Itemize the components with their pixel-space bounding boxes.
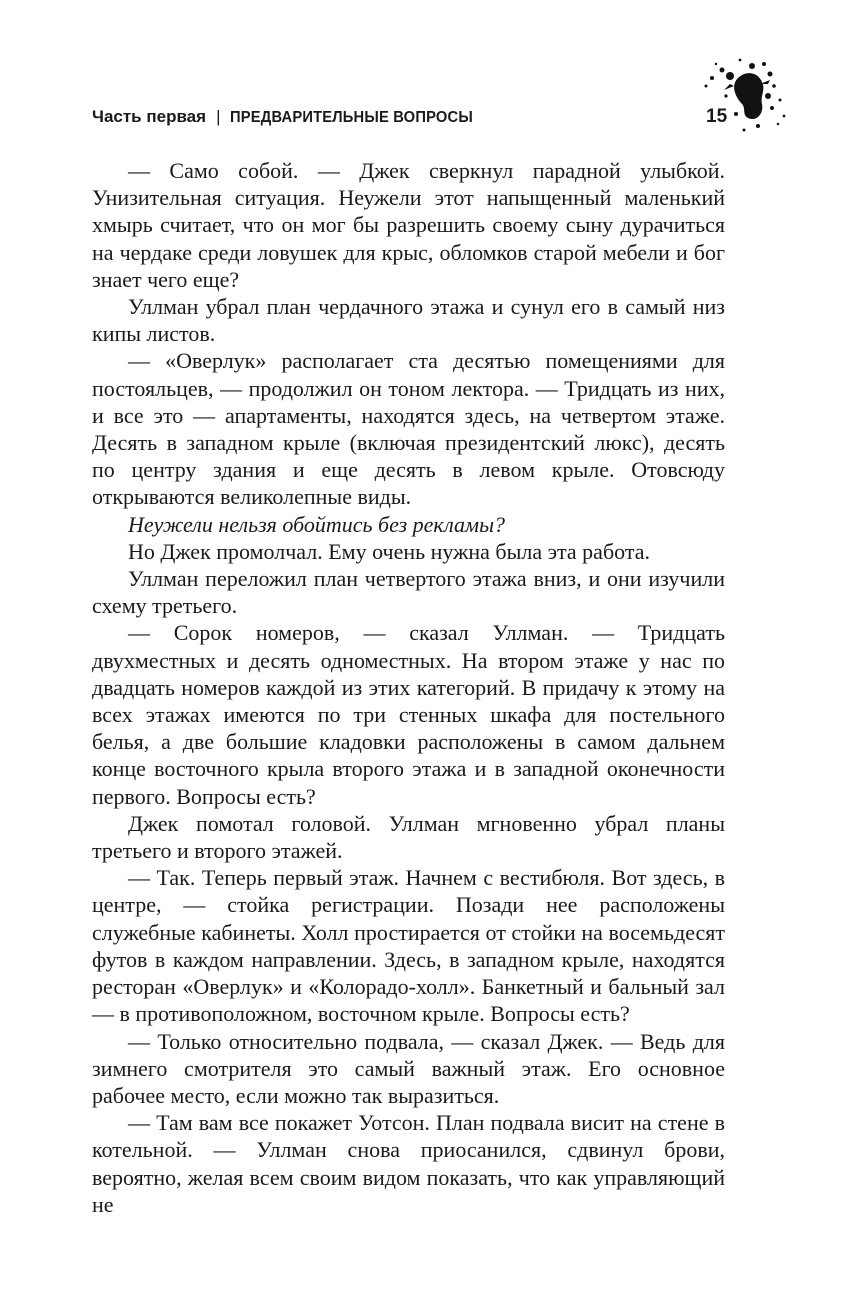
paragraph: Уллман убрал план чердачного этажа и сунул его в самый низ кипы листов. <box>92 294 725 347</box>
section-title: ПРЕДВАРИТЕЛЬНЫЕ ВОПРОСЫ <box>230 109 474 126</box>
header-separator: | <box>216 107 221 126</box>
paragraph: — Так. Теперь первый этаж. Начнем с вестибюля. Вот здесь, в центре, — стойка регистрации. Позади нее расположены служебные кабинеты. Холл простирается от стойки на восемьдесят футов в каждом направлении. Здесь, в западном крыле, находятся ресторан «Оверлук» и «Колорадо-холл». Банкетный и бальный зал — в противоположном, восточном крыле. Вопросы есть? <box>92 865 725 1027</box>
paragraph: — Сорок номеров, — сказал Уллман. — Тридцать двухместных и десять одноместных. На втором этаже у нас по двадцать номеров каждой из этих категорий. В придачу к этому на всех этажах имеются по три стенных шкафа для постельного белья, а две большие кладовки расположены в самом дальнем конце восточного крыла второго этажа и в западной оконечности первого. Вопросы есть? <box>92 620 725 809</box>
paragraph: — Само собой. — Джек сверкнул парадной улыбкой. Унизительная ситуация. Неужели этот напыщенный маленький хмырь считает, что он мог бы разрешить своему сыну дурачиться на чердаке среди ловушек для крыс, обломков старой мебели и бог знает чего еще? <box>92 158 725 292</box>
body-text <box>92 157 725 1218</box>
paragraph: Уллман переложил план четвертого этажа вниз, и они изучили схему третьего. <box>92 566 725 619</box>
paragraph: Но Джек промолчал. Ему очень нужна была эта работа. <box>128 538 650 564</box>
page-number: 15 <box>706 106 728 127</box>
paragraph: — Там вам все покажет Уотсон. План подвала висит на стене в котельной. — Уллман снова приосанился, сдвинул брови, вероятно, желая всем своим видом показать, что как управляющий не <box>92 1110 725 1217</box>
paragraph: — Только относительно подвала, — сказал Джек. — Ведь для зимнего смотрителя это самый важный этаж. Его основное рабочее место, если можно так выразиться. <box>92 1028 725 1108</box>
part-title: Часть первая <box>92 107 207 126</box>
paragraph: Джек помотал головой. Уллман мгновенно убрал планы третьего и второго этажей. <box>92 810 725 864</box>
paragraph: — «Оверлук» располагает ста десятью помещениями для постояльцев, — продолжил он тоном лектора. — Тридцать из них, и все это — апартаменты, находятся здесь, на четвертом этаже. Десять в западном крыле (включая президентский люкс), десять по центру здания и еще десять в левом крыле. Отовсюду открываются великолепные виды. <box>92 348 725 510</box>
paragraph-italic-thought: Неужели нельзя обойтись без рекламы? <box>128 511 505 537</box>
running-header <box>92 102 732 132</box>
